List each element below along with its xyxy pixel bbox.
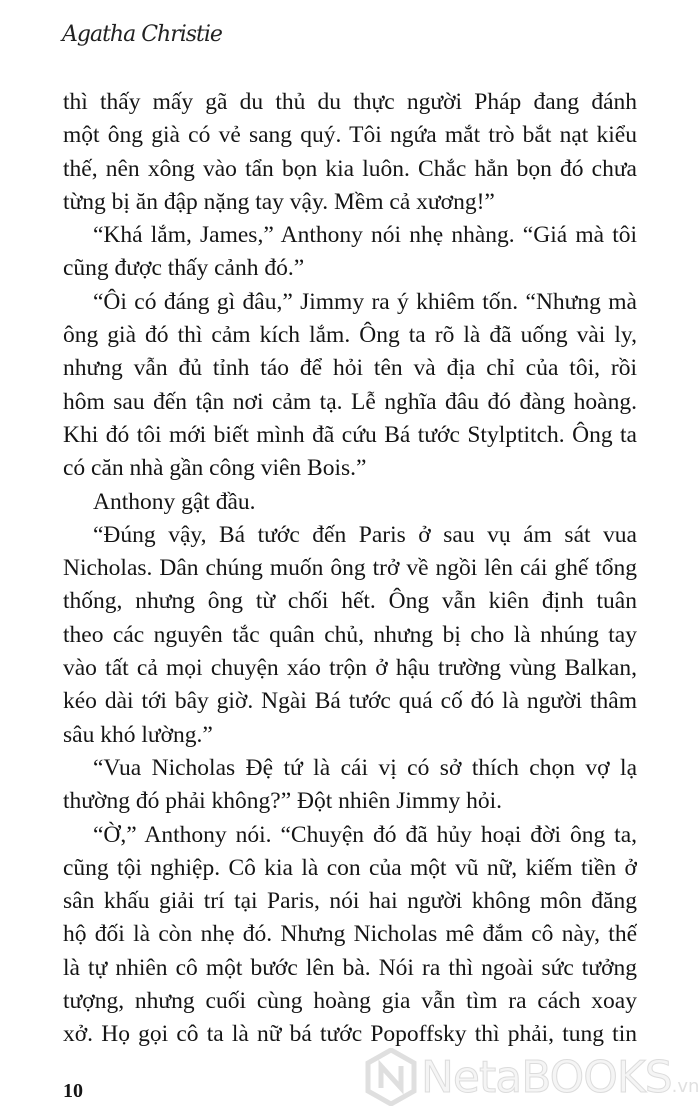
text-line: thường đó phải không?” Đột nhiên Jimmy hỏi.	[63, 788, 502, 815]
text-line: hôm sau đến tận nơi cảm tạ. Lễ nghĩa đâu đó đàng hoàng.	[63, 388, 637, 415]
text-line: vào tất cả mọi chuyện xáo trộn ở hậu trường vùng Balkan,	[63, 655, 637, 682]
text-line: là tự nhiên cô một bước lên bà. Nói ra thì ngoài sức tưởng	[63, 954, 637, 981]
paragraph	[63, 86, 637, 219]
paragraph	[63, 286, 637, 486]
text-line: “Vua Nicholas Đệ tứ là cái vị có sở thích chọn vợ lạ	[93, 754, 637, 781]
text-line: “Ờ,” Anthony nói. “Chuyện đó đã hủy hoại đời ông ta,	[93, 821, 637, 848]
paragraph	[63, 519, 637, 752]
text-line: ông già đó thì cảm kích lắm. Ông ta rõ là đã uống vài ly,	[63, 322, 637, 349]
text-line: cũng tội nghiệp. Cô kia là con của một vũ nữ, kiếm tiền ở	[63, 854, 637, 881]
text-line: Khi đó tôi mới biết mình đã cứu Bá tước Stylptitch. Ông ta	[63, 421, 637, 448]
text-line: có căn nhà gần công viên Bois.”	[63, 455, 367, 482]
text-line: Nicholas. Dân chúng muốn ông trở về ngồi lên cái ghế tổng	[63, 555, 637, 582]
text-line: một ông già có vẻ sang quý. Tôi ngứa mắt trò bắt nạt kiểu	[63, 122, 637, 149]
text-line: thế, nên xông vào tẩn bọn kia luôn. Chắc hẳn bọn đó chưa	[63, 155, 637, 182]
text-line: Anthony gật đầu.	[93, 488, 256, 515]
watermark-tld: .vn	[671, 1075, 700, 1097]
text-line: sâu khó lường.”	[63, 721, 213, 748]
paragraph	[63, 752, 637, 819]
paragraph	[63, 219, 637, 286]
paragraph	[63, 486, 637, 519]
text-line: theo các nguyên tắc quân chủ, nhưng bị cho là nhúng tay	[63, 621, 637, 648]
text-line: xở. Họ gọi cô ta là nữ bá tước Popoffsky thì phải, tung tin	[63, 1021, 637, 1048]
text-line: sân khấu giải trí tại Paris, nói hai người không môn đăng	[63, 888, 637, 915]
text-line: từng bị ăn đập nặng tay vậy. Mềm cả xương!”	[63, 188, 495, 215]
netabooks-logo-icon	[365, 1048, 417, 1106]
text-line: thì thấy mấy gã du thủ du thực người Pháp đang đánh	[63, 89, 637, 115]
text-line: hộ đối là còn nhẹ đó. Nhưng Nicholas mê đắm cô này, thế	[63, 921, 637, 948]
watermark	[365, 1048, 699, 1106]
author-signature: Agatha Christie	[62, 22, 222, 47]
text-line: cũng được thấy cảnh đó.”	[63, 255, 305, 282]
text-line: nhưng vẫn đủ tỉnh táo để hỏi tên và địa chỉ của tôi, rồi	[63, 355, 637, 382]
text-line: kéo dài tới bây giờ. Ngài Bá tước quá cố đó là người thâm	[63, 688, 637, 715]
watermark-brand: NetaBOOKS	[421, 1051, 672, 1103]
text-line: thống, nhưng ông từ chối hết. Ông vẫn kiên định tuân	[63, 588, 637, 615]
page-body	[63, 86, 637, 1052]
paragraph	[63, 819, 637, 1052]
text-line: “Ôi có đáng gì đâu,” Jimmy ra ý khiêm tốn. “Nhưng mà	[93, 288, 637, 315]
text-line: “Khá lắm, James,” Anthony nói nhẹ nhàng. “Giá mà tôi	[93, 222, 637, 249]
text-line: tượng, nhưng cuối cùng hoàng gia vẫn tìm ra cách xoay	[63, 988, 637, 1015]
text-line: “Đúng vậy, Bá tước đến Paris ở sau vụ ám sát vua	[93, 521, 637, 548]
page-number: 10	[63, 1080, 83, 1102]
